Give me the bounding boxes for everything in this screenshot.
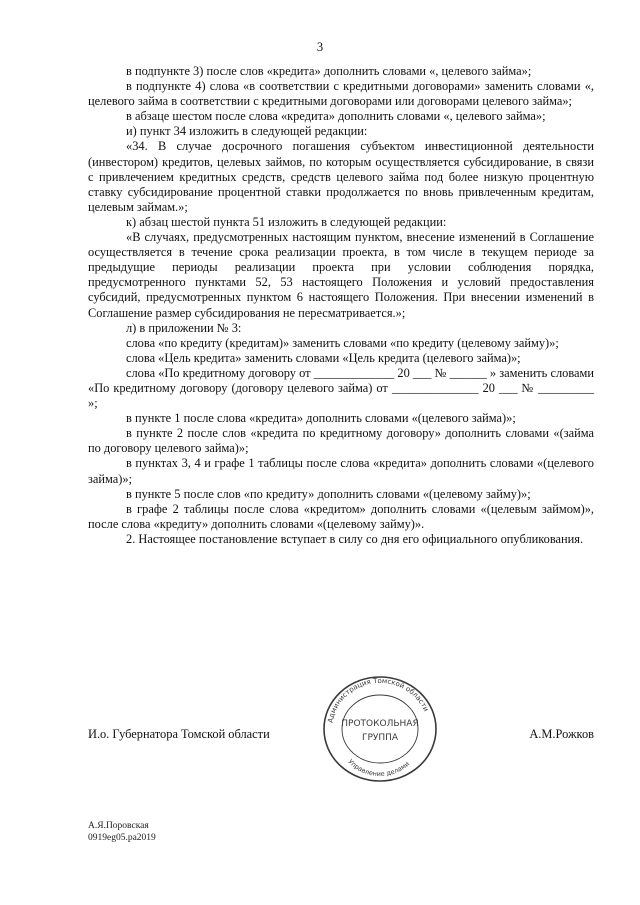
page-number: 3 [316, 40, 324, 54]
stamp-ring-text: Администрация Томской области [326, 676, 431, 724]
footer-author: А.Я.Поровская [88, 821, 149, 831]
paragraph: в подпункте 4) слова «в соответствии с кредитными договорами» заменить словами «, целевого займа в соответствии с кредитными договорами или договорами целевого займа»; [88, 79, 594, 109]
signatory-name: А.М.Рожков [529, 727, 594, 741]
paragraph: слова «по кредиту (кредитам)» заменить словами «по кредиту (целевому займу)»; [126, 335, 559, 350]
paragraph: л) в приложении № 3: [126, 320, 242, 335]
paragraph: в пункте 5 после слов «по кредиту» дополнить словами «(целевому займу)»; [126, 486, 531, 501]
paragraph: к) абзац шестой пункта 51 изложить в следующей редакции: [126, 214, 447, 229]
paragraph: 2. Настоящее постановление вступает в силу со дня его официального опубликования. [126, 531, 584, 546]
paragraph: в подпункте 3) после слов «кредита» дополнить словами «, целевого займа»; [126, 64, 532, 78]
paragraph: в абзаце шестом после слова «кредита» дополнить словами «, целевого займа»; [126, 109, 546, 124]
paragraph: в пункте 2 после слов «кредита по кредитному договору» дополнить словами «(займа по договору целевого займа)»; [88, 426, 594, 456]
signatory-title: И.о. Губернатора Томской области [88, 727, 270, 741]
stamp-ring-text-bottom: Управление делами [346, 757, 412, 779]
paragraph: слова «По кредитному договору от _____________ 20 ___ № ______ » заменить словами «По кредитному договору (договору целевого займа) от ______________ 20 ___ № _________ »; [88, 365, 594, 411]
paragraph: в графе 2 таблицы после слова «кредитом» дополнить словами «(целевым займом)», после слова «кредиту» дополнить словами «(целевому займу)». [88, 501, 594, 531]
paragraph: в пункте 1 после слова «кредита» дополнить словами «(целевого займа)»; [126, 411, 516, 426]
stamp-center-line1: ПРОТОКОЛЬНАЯ [341, 719, 419, 729]
stamp-center-line2: ГРУППА [361, 733, 399, 743]
document-body [88, 64, 594, 547]
svg-text:Управление делами [346, 758, 411, 778]
footer-code: 0919eg05.pa2019 [88, 833, 156, 843]
paragraph: и) пункт 34 изложить в следующей редакции: [126, 124, 368, 139]
footer [88, 820, 156, 844]
paragraph: слова «Цель кредита» заменить словами «Цель кредита (целевого займа)»; [126, 350, 521, 365]
stamp-seal [318, 674, 442, 784]
paragraph: «В случаях, предусмотренных настоящим пунктом, внесение изменений в Соглашение осуществляется в течение срока реализации проекта, в том числе в текущем периоде за предыдущие периоды реализации проекта при условии соблюдения порядка, предусмотренного пунктами 52, 53 настоящего Положения и условий предоставления субсидий, предусмотренных пунктом 6 настоящего Положения. При внесении изменений в Соглашение размер субсидирования не пересматривается.»; [88, 230, 594, 320]
paragraph: «34. В случае досрочного погашения субъектом инвестиционной деятельности (инвестором) кредитов, целевых займов, по которым осуществляется субсидирование, в связи с привлечением кредитных средств, средств целевого займа под более низкую процентную ставку субсидирование процентной ставки продолжается по вновь привлеченным кредитам, целевым займам.»; [88, 139, 594, 214]
paragraph: в пунктах 3, 4 и графе 1 таблицы после слова «кредита» дополнить словами «(целевого займа)»; [88, 456, 594, 486]
svg-text:Администрация Томской области [326, 677, 430, 724]
